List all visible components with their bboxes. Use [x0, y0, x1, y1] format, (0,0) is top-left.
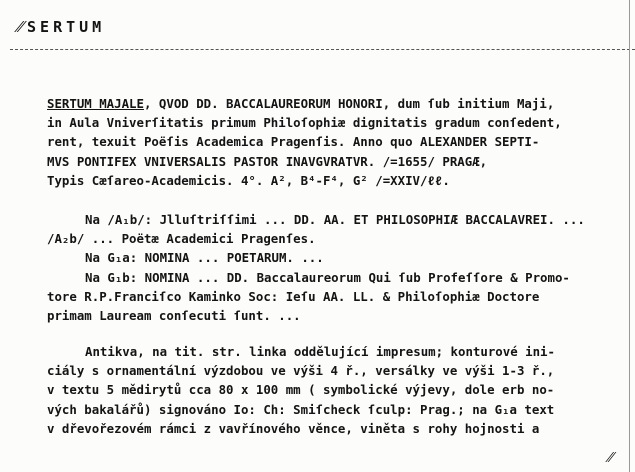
description-block	[47, 342, 609, 438]
entry-line: rent, texuit Poëſis Academica Pragenſis. Anno quo ALEXANDER SEPTI-	[47, 134, 540, 150]
entry-line: in Aula Vniverſitatis primum Philoſophiæ dignitatis gradum conſedent,	[47, 115, 562, 131]
corner-mark: ⁄⁄	[608, 451, 613, 466]
description-line: ciály s ornamentální výzdobou ve výši 4 ř., versálky ve výši 1-3 ř.,	[47, 363, 555, 379]
entry-line-rest: , QVOD DD. BACCALAUREORUM HONORI, dum ſub initium Maji,	[143, 96, 555, 111]
description-line: v textu 5 mědirytů cca 80 x 100 mm ( symbolické výjevy, dole erb no-	[47, 382, 555, 398]
entry-line: MVS PONTIFEX VNIVERSALIS PASTOR INAVGVRATVR. /=1655/ PRAGÆ,	[47, 153, 488, 169]
entry-line	[47, 94, 609, 113]
header-divider	[10, 49, 635, 50]
entry-line: Typis Cæſareo-Academicis. 4°. A², B⁴-F⁴, G² /=XXIV/ℓℓ.	[47, 172, 450, 188]
collation-line: Na G₁b: NOMINA ... DD. Baccalaureorum Qui ſub Profeſſore & Promo-	[85, 269, 570, 285]
description-line: Antikva, na tit. str. linka oddělující impresum; konturové ini-	[85, 344, 555, 359]
description-line: vých bakalářů) signováno Io: Ch: Smiſcheck ſculp: Prag.; na G₁a text	[47, 401, 555, 417]
description-line: v dřevořezovém rámci z vavřínového věnce, viněta s rohy hojnosti a	[47, 420, 540, 436]
collation-block	[47, 210, 609, 325]
collation-line: Na G₁a: NOMINA ... POETARUM. ...	[85, 250, 324, 266]
collation-line: /A₂b/ ... Poëtæ Academici Pragenſes.	[47, 231, 316, 247]
entry-underlined-title: SERTUM MAJALE	[47, 96, 144, 111]
card-edge	[629, 0, 630, 472]
collation-line: Na /A₁b/: Jlluſtriſſimi ... DD. AA. ET PHILOSOPHIÆ BACCALAVREI. ...	[85, 212, 585, 227]
card-header	[18, 18, 105, 48]
card-title: SERTUM	[27, 18, 106, 36]
collation-line: tore R.P.Franciſco Kaminko Soc: Ieſu AA. LL. & Philoſophiæ Doctore	[47, 288, 540, 304]
collation-line: primam Lauream conſecuti ſunt. ...	[47, 307, 301, 323]
slash-mark: ⁄⁄	[18, 18, 24, 36]
entry-block	[47, 94, 609, 190]
